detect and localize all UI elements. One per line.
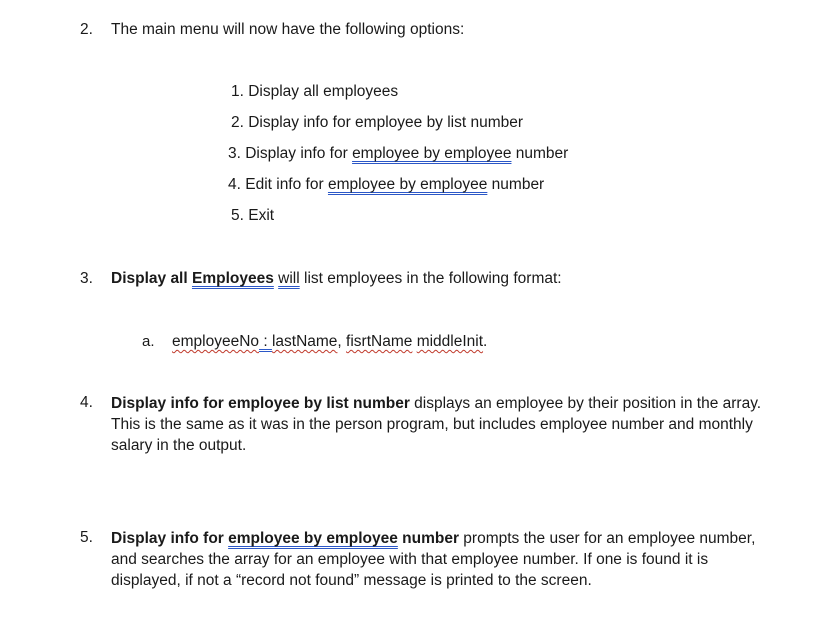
item-4-paragraph [111,393,771,456]
item-4-bold-lead: Display info for employee by list number [111,395,410,412]
format-middle-init: middleInit [416,333,484,350]
item-3-rest: list employees in the following format: [299,270,562,287]
item-2-text: The main menu will now have the following options: [111,21,465,38]
menu-option-3-lead: 3. Display info for [228,145,353,162]
item-3-underlined: will [278,270,300,287]
menu-option-4-underlined: employee by employee [327,176,488,193]
format-comma: , [337,333,347,350]
menu-option-3-underlined: employee by employee [352,145,512,162]
sub-label-a: a. [142,333,155,350]
item-5-rest: prompts the user for an employee number, and searches the array for an employee with that employee number. If one is found it is displayed, if not a “record not found” message is printed to the screen. [111,530,756,589]
item-5-paragraph [111,528,771,591]
item-4-rest: displays an employee by their position in the array. This is the same as it was in the person program, but includes employee number and monthly salary in the output. [111,395,762,454]
menu-option-4-tail: number [487,176,545,193]
format-period: . [483,333,488,350]
item-3-text [111,269,562,289]
list-number-2: 2. [80,21,93,38]
item-5-bold-tail: number [397,530,459,547]
menu-option-5: 5. Exit [231,207,275,224]
item-5-bold-underlined: employee by employee [228,530,398,547]
format-separator: : [259,333,272,350]
menu-option-4 [228,175,544,195]
list-number-4: 4. [80,394,93,411]
menu-option-1: 1. Display all employees [231,83,399,100]
item-5-bold-lead: Display info for [111,530,229,547]
menu-option-2: 2. Display info for employee by list number [231,114,524,131]
menu-option-3 [228,144,568,164]
item-3-bold-lead: Display all [111,270,192,287]
menu-option-3-tail: number [511,145,569,162]
item-3-bold-underlined: Employees [191,270,274,287]
list-number-3: 3. [80,270,93,287]
format-last-name: lastName [271,333,338,350]
format-employee-no: employeeNo [172,333,260,350]
format-first-name: fisrtName [346,333,413,350]
format-line [172,332,487,352]
list-number-5: 5. [80,529,93,546]
menu-option-4-lead: 4. Edit info for [228,176,328,193]
